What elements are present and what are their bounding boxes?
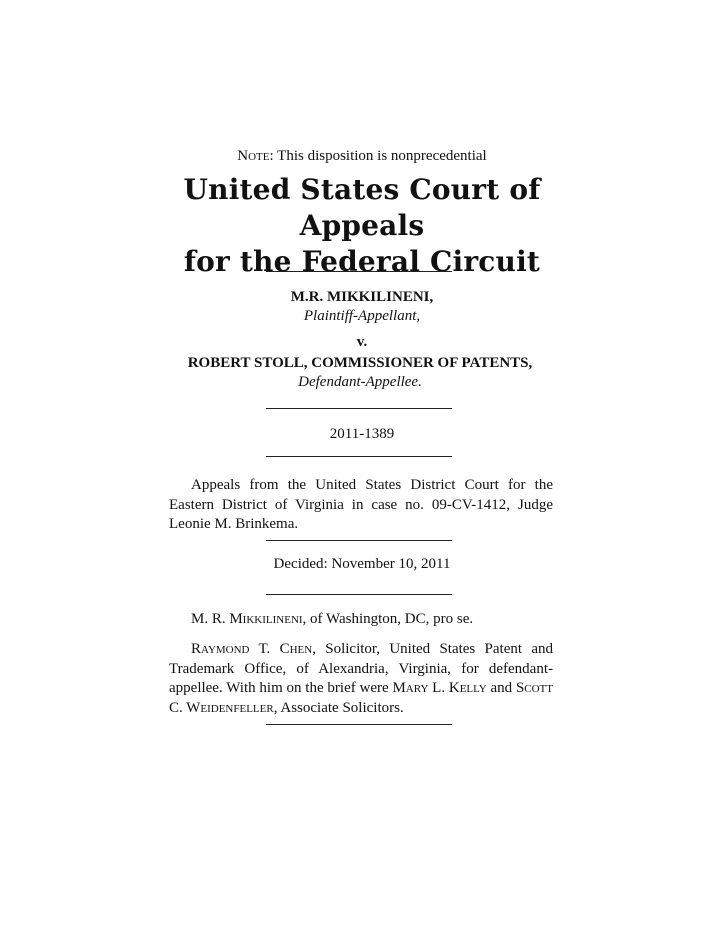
decided-date: Decided: November 10, 2011 bbox=[273, 556, 451, 572]
counsel-name: M. R. Mikkilineni, bbox=[191, 611, 307, 627]
appeal-paragraph bbox=[169, 476, 553, 535]
note-label: Note: bbox=[237, 148, 274, 164]
defendant-role: Defendant-Appellee. bbox=[298, 374, 422, 390]
counsel-paragraph-1 bbox=[169, 610, 553, 630]
defendant-block bbox=[150, 354, 570, 392]
divider-rule bbox=[266, 594, 452, 595]
docket-number: 2011-1389 bbox=[329, 426, 395, 442]
counsel-text: of Washington, DC, pro se. bbox=[306, 611, 474, 627]
court-title-line1: United States Court of Appeals bbox=[183, 173, 541, 242]
counsel-name: Raymond T. Chen, bbox=[191, 641, 316, 657]
divider-rule bbox=[266, 271, 452, 272]
plaintiff-role: Plaintiff-Appellant, bbox=[303, 308, 421, 324]
plaintiff-name: M.R. MIKKILINENI, bbox=[290, 289, 434, 305]
court-title-line2: for the Federal Circuit bbox=[183, 245, 541, 278]
counsel-paragraph-2 bbox=[169, 640, 553, 718]
defendant-name: ROBERT STOLL, COMMISSIONER OF PATENTS, bbox=[187, 355, 533, 371]
court-title bbox=[170, 172, 554, 280]
counsel-text: Associate Solicitors. bbox=[277, 699, 404, 716]
versus-label: v. bbox=[356, 334, 368, 350]
plaintiff-block bbox=[170, 288, 554, 326]
divider-rule bbox=[266, 456, 452, 457]
divider-rule bbox=[266, 540, 452, 541]
counsel-name: Scott C. Weidenfeller, bbox=[169, 680, 553, 716]
divider-rule bbox=[266, 724, 452, 725]
counsel-name: Mary L. Kelly bbox=[392, 680, 487, 696]
counsel-text: Solicitor, United States Patent and Trademark Office, of Alexandria, Virginia, for defendant-appellee. With him on the brief were bbox=[169, 641, 553, 696]
divider-rule bbox=[266, 408, 452, 409]
precedential-note bbox=[170, 148, 554, 165]
note-text: This disposition is nonprecedential bbox=[277, 148, 487, 164]
counsel-text: and bbox=[486, 680, 516, 696]
appeal-text: Appeals from the United States District Court for the Eastern District of Virginia in case no. 09-CV-1412, Judge Leonie M. Brinkema. bbox=[169, 477, 553, 532]
